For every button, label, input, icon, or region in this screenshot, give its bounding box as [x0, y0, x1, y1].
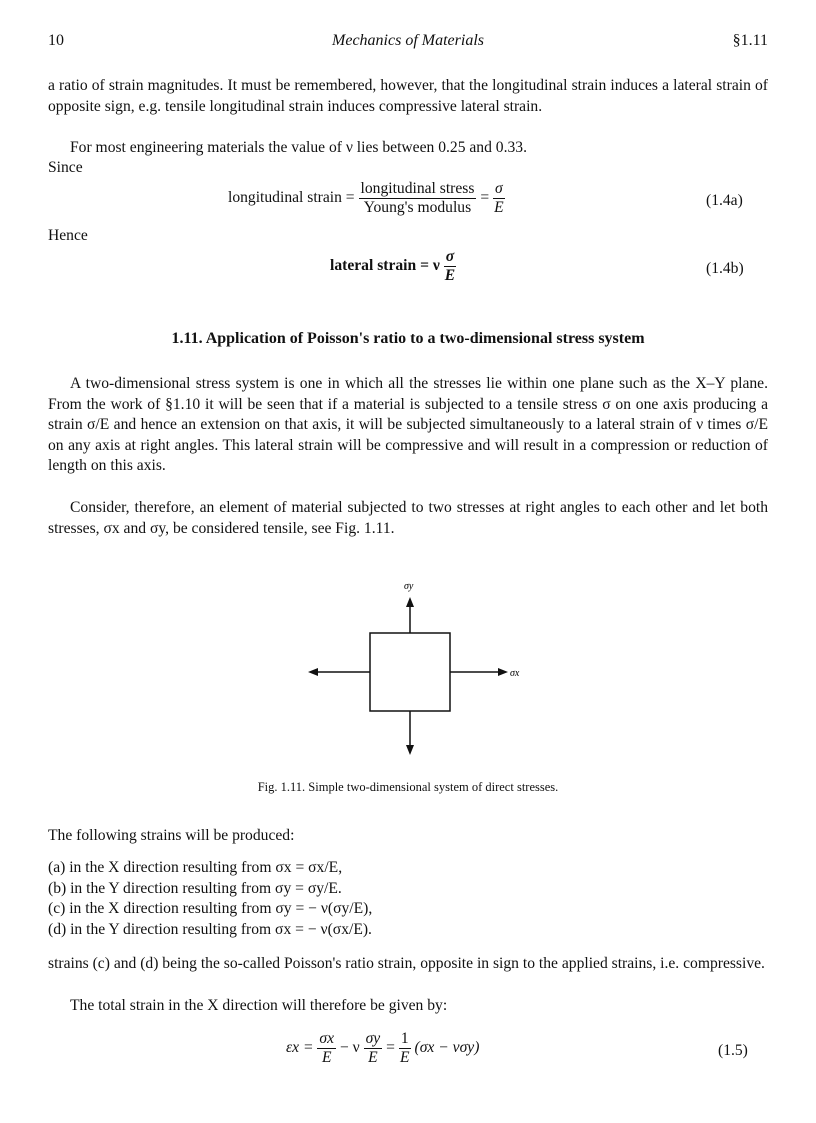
arrowhead-up	[406, 597, 414, 607]
page-header	[48, 32, 768, 54]
list-item: (a) in the X direction resulting from σx = σx/E,	[48, 859, 343, 876]
eq14a-fraction-2	[493, 180, 505, 217]
list-item: (c) in the X direction resulting from σy = − ν(σy/E),	[48, 900, 373, 917]
paragraph-7: The total strain in the X direction will therefore be given by:	[70, 997, 448, 1014]
strain-list	[48, 858, 768, 940]
equation-1-4b	[330, 248, 456, 285]
eq15-fraction-1: $\frac{\sigma x}{E}$	[319, 1030, 335, 1066]
arrowhead-right	[498, 668, 508, 676]
eq14a-sigma: σ	[495, 180, 503, 197]
label-sigma-y: σy	[404, 581, 414, 592]
eq14b-label: (1.4b)	[706, 260, 744, 277]
paragraph-6: strains (c) and (d) being the so-called Poisson's ratio strain, opposite in sign to the applied strains, i.e. compressive.	[48, 955, 765, 972]
equation-1-5	[286, 1030, 479, 1067]
eq14a-label: (1.4a)	[706, 192, 743, 209]
since-label: Since	[48, 159, 83, 176]
eq14a-denominator: Young's modulus	[363, 199, 472, 216]
arrowhead-down	[406, 745, 414, 755]
section-number: §1.11	[732, 32, 768, 49]
eq14b-fraction	[444, 248, 456, 285]
eq14a-lhs: longitudinal strain =	[228, 189, 355, 207]
eq14b-e: E	[444, 267, 456, 284]
stress-element-square	[370, 633, 450, 711]
eq14a-e: E	[494, 199, 504, 216]
label-sigma-x: σx	[510, 668, 520, 679]
section-heading: 1.11. Application of Poisson's ratio to a two-dimensional stress system	[171, 330, 645, 347]
figure-caption: Fig. 1.11. Simple two-dimensional system of direct stresses.	[257, 780, 559, 794]
paragraph-4: Consider, therefore, an element of material subjected to two stresses at right angles to each other and let both stresses, σx and σy, be considered tensile, see Fig. 1.11.	[48, 499, 768, 537]
figure-1-11	[300, 575, 540, 765]
paragraph-3: A two-dimensional stress system is one in which all the stresses lie within one plane such as the X–Y plane. From the work of §1.10 it will be seen that if a material is subjected to a tensile stress σ on one axis producing a strain σ/E and hence an extension on that axis, it will be subjected simultaneously to a lateral strain of ν times σ/E on any axis at right angles. This lateral strain will be compressive and will result in a compression or reduction of length on this axis.	[48, 375, 768, 474]
eq15-fraction-2: $\frac{\sigma y}{E}$	[365, 1030, 381, 1066]
arrowhead-left	[308, 668, 318, 676]
eq14a-equals: =	[480, 189, 490, 207]
equation-1-4a	[228, 180, 505, 217]
eq14b-sigma: σ	[445, 248, 455, 265]
paragraph-5: The following strains will be produced:	[48, 827, 295, 844]
eq14a-numerator: longitudinal stress	[360, 180, 475, 197]
paragraph-2: For most engineering materials the value of ν lies between 0.25 and 0.33.	[70, 139, 527, 156]
eq15-label: (1.5)	[718, 1042, 748, 1059]
paragraph-1: a ratio of strain magnitudes. It must be remembered, however, that the longitudinal strain induces a lateral strain of opposite sign, e.g. tensile longitudinal strain induces compressive lateral strain.	[48, 77, 768, 115]
page-number: 10	[48, 32, 64, 49]
eq15-fraction-3: $\frac{1}{E}$	[399, 1030, 410, 1066]
eq15-minus-nu: − ν	[339, 1039, 360, 1057]
list-item: (b) in the Y direction resulting from σy = σy/E.	[48, 879, 342, 897]
list-item: (d) in the Y direction resulting from σx = − ν(σx/E).	[48, 920, 372, 938]
eq15-rhs: (σx − νσy)	[414, 1039, 480, 1057]
eq14a-fraction-1	[359, 180, 477, 217]
hence-label: Hence	[48, 227, 88, 244]
eq15-lhs: εx =	[286, 1039, 314, 1057]
eq15-equals: =	[386, 1039, 395, 1057]
running-title: Mechanics of Materials	[332, 32, 484, 49]
eq14b-lhs: lateral strain = ν	[330, 257, 440, 275]
